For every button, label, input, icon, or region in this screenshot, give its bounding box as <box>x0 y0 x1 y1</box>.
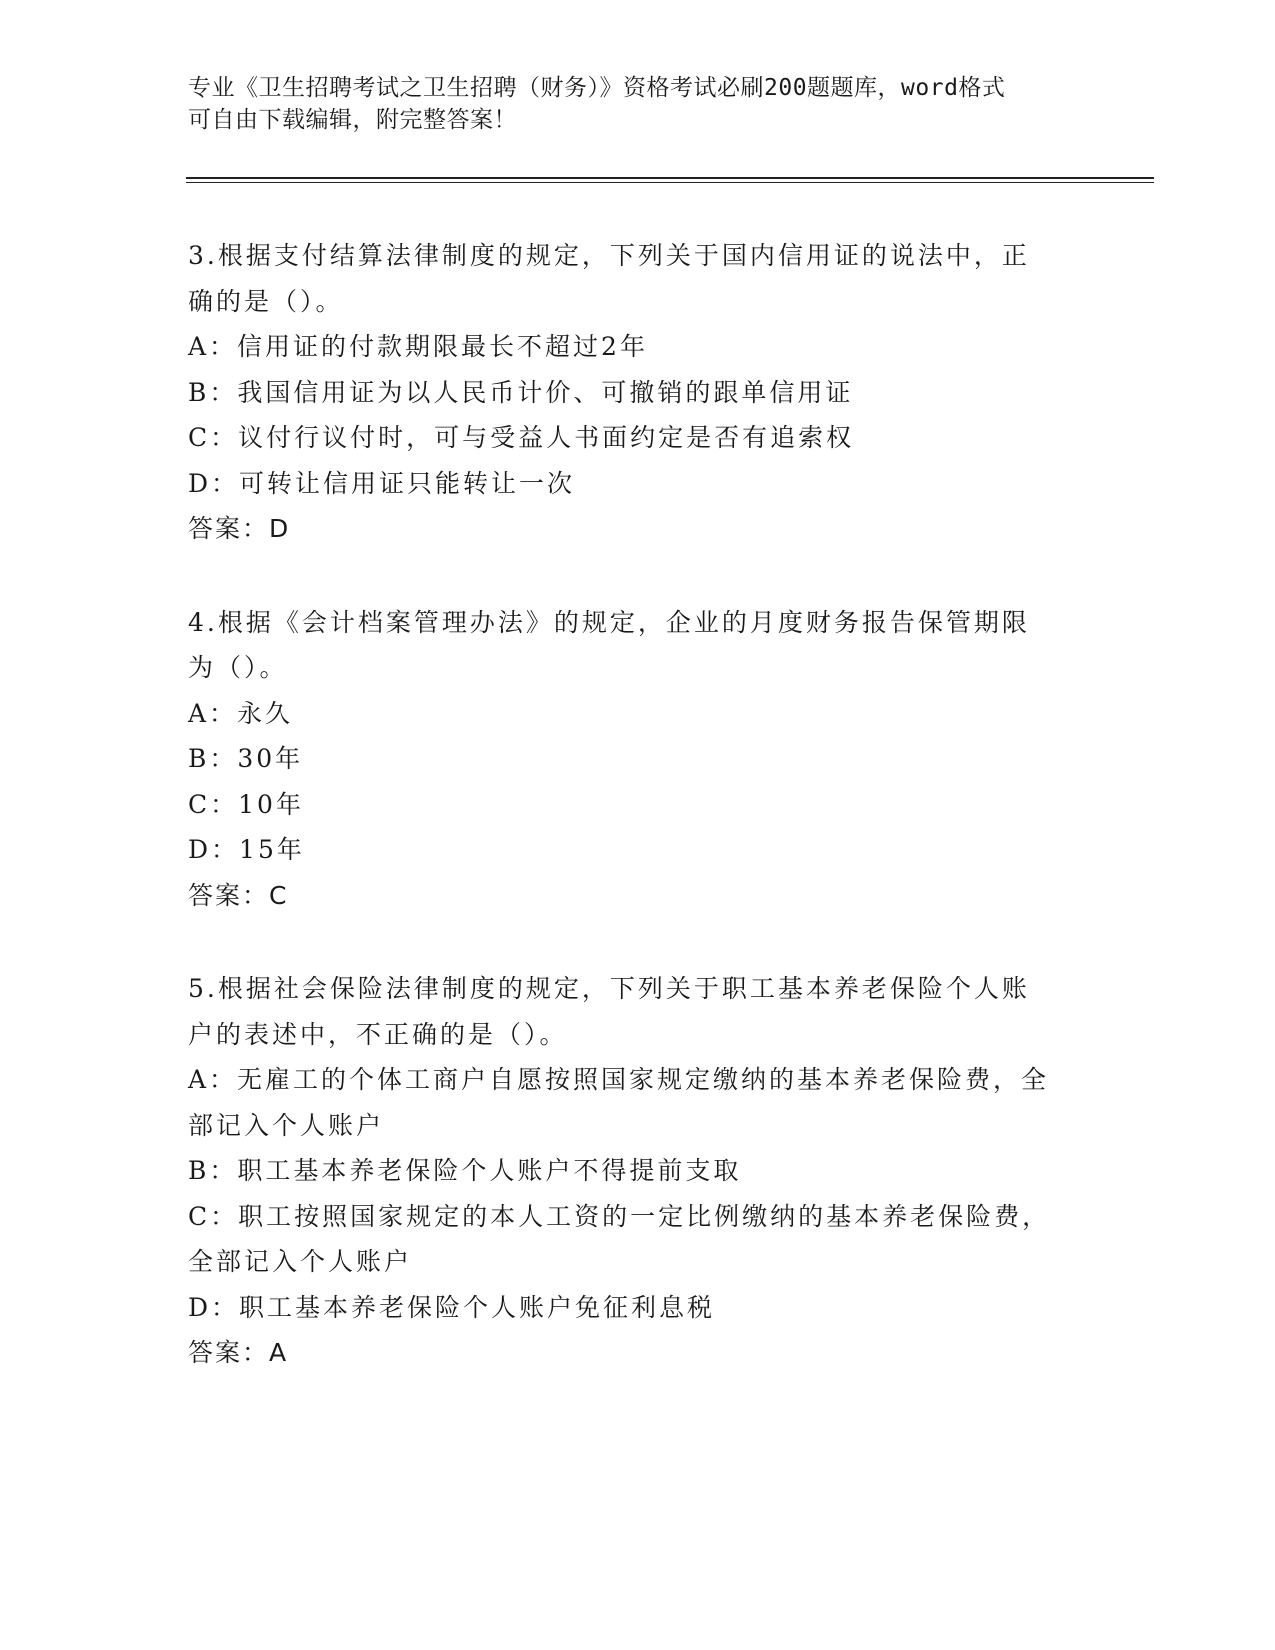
option-b: B：职工基本养老保险个人账户不得提前支取 <box>188 1156 742 1185</box>
answer-label: 答案： <box>188 1338 270 1367</box>
document-header <box>188 72 1088 136</box>
option-c: C：10年 <box>188 789 304 819</box>
answer-line <box>188 1330 1068 1376</box>
question-list <box>188 233 1068 1424</box>
answer-line <box>188 506 1068 552</box>
answer-label: 答案： <box>188 514 270 543</box>
option-b: B：我国信用证为以人民币计价、可撤销的跟单信用证 <box>188 377 854 407</box>
question-4 <box>188 600 1068 919</box>
answer-line <box>188 873 1068 919</box>
option-a: A：信用证的付款期限最长不超过2年 <box>188 332 648 361</box>
answer-value: C <box>269 880 288 910</box>
option-d: D：15年 <box>188 835 305 864</box>
question-stem-line: 4.根据《会计档案管理办法》的规定，企业的月度财务报告保管期限 <box>188 607 1030 637</box>
question-stem-line: 确的是（）。 <box>188 286 344 316</box>
header-divider-thin <box>186 182 1154 183</box>
option-b: B：30年 <box>188 744 304 773</box>
question-stem-line: 为（）。 <box>188 653 288 682</box>
option-d: D：可转让信用证只能转让一次 <box>188 468 576 498</box>
question-stem-line: 户的表述中，不正确的是（）。 <box>188 1019 568 1049</box>
header-divider-thick <box>186 177 1154 179</box>
option-a: A：永久 <box>188 698 294 728</box>
question-stem-line: 3.根据支付结算法律制度的规定，下列关于国内信用证的说法中，正 <box>188 241 1030 270</box>
option-a-continuation: 部记入个人账户 <box>188 1110 385 1140</box>
question-3 <box>188 233 1068 552</box>
option-d: D：职工基本养老保险个人账户免征利息税 <box>188 1292 716 1322</box>
option-a: A：无雇工的个体工商户自愿按照国家规定缴纳的基本养老保险费，全 <box>188 1065 1050 1094</box>
answer-label: 答案： <box>188 880 270 910</box>
answer-value: A <box>269 1338 288 1367</box>
answer-value: D <box>269 514 290 543</box>
header-title-line-1: 专业《卫生招聘考试之卫生招聘（财务）》资格考试必刷200题题库，word格式 <box>188 75 1006 101</box>
option-c-continuation: 全部记入个人账户 <box>188 1247 413 1276</box>
question-5 <box>188 966 1068 1376</box>
header-title-line-2: 可自由下载编辑，附完整答案！ <box>188 107 517 133</box>
question-stem-line: 5.根据社会保险法律制度的规定，下列关于职工基本养老保险个人账 <box>188 974 1030 1003</box>
option-c: C：议付行议付时，可与受益人书面约定是否有追索权 <box>188 423 855 452</box>
option-c: C：职工按照国家规定的本人工资的一定比例缴纳的基本养老保险费， <box>188 1201 1051 1231</box>
